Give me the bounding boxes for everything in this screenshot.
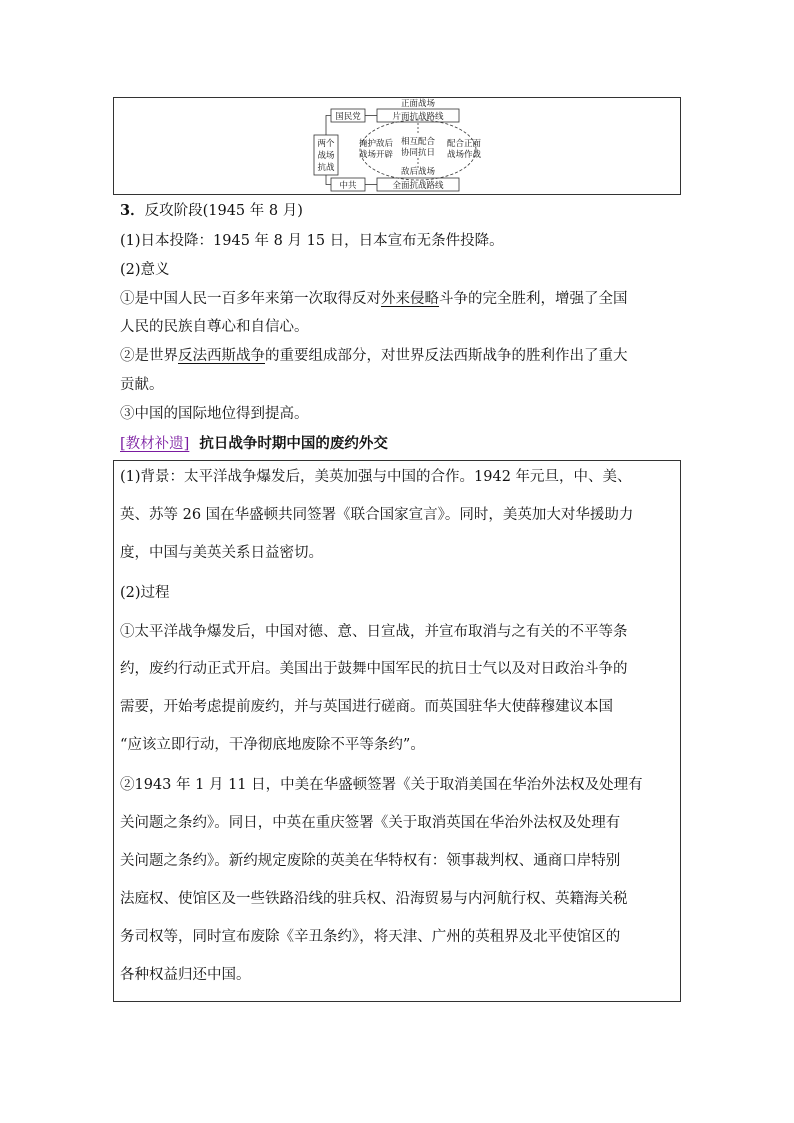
box-line: 关问题之条约》。同日，中英在重庆签署《关于取消英国在华治外法权及处理有 <box>120 815 621 831</box>
supplement-heading <box>120 434 388 454</box>
support-front-line2: 战场作战 <box>446 150 482 160</box>
two-fields-line3: 抗战 <box>317 163 335 173</box>
ccp-label: 中共 <box>339 181 357 191</box>
box-line: 需要，开始考虑提前废约，并与英国进行磋商。而英国驻华大使薛穆建议本国 <box>120 699 613 715</box>
significance-2-cont: 贡献。 <box>120 377 164 393</box>
rear-field-label: 敌后战场 <box>400 167 436 177</box>
cover-rear-line2: 战场开辟 <box>358 150 394 160</box>
text-span: ①是中国人民一百多年来第一次取得反对 <box>120 291 381 307</box>
box-line: “应该立即行动，干净彻底地废除不平等条约”。 <box>120 737 425 753</box>
box-line: (2)过程 <box>120 585 170 601</box>
box-line: (1)背景：太平洋战争爆发后，美英加强与中国的合作。1942 年元旦，中、美、 <box>120 469 632 485</box>
supplement-tag: [教材补遗] <box>120 436 190 452</box>
text-span: ②是世界 <box>120 348 178 364</box>
box-line: ②1943 年 1 月 11 日，中美在华盛顿签署《关于取消美国在华治外法权及处理有 <box>120 777 643 793</box>
box-line: 约，废约行动正式开启。美国出于鼓舞中国军民的抗日士气以及对日政治斗争的 <box>120 661 628 677</box>
cover-rear-line1: 掩护敌后 <box>358 139 394 149</box>
significance-1-cont: 人民的民族自尊心和自信心。 <box>120 319 309 335</box>
significance-3: ③中国的国际地位得到提高。 <box>120 406 309 422</box>
war-fields-diagram <box>113 97 681 195</box>
box-line: 英、苏等 26 国在华盛顿共同签署《联合国家宣言》。同时，美英加大对华援助力 <box>120 507 634 523</box>
box-line: 关问题之条约》。新约规定废除的英美在华特权有：领事裁判权、通商口岸特别 <box>120 853 621 869</box>
heading-number: 3． <box>120 202 145 219</box>
mutual-cooperation-line1: 相互配合 <box>400 137 436 147</box>
box-line: 度，中国与美英关系日益密切。 <box>120 545 323 561</box>
mutual-cooperation-line2: 协同抗日 <box>400 148 436 158</box>
box-line: 各种权益归还中国。 <box>120 967 251 983</box>
significance-heading: (2)意义 <box>120 262 170 278</box>
supplement-title: 抗日战争时期中国的废约外交 <box>199 435 388 452</box>
two-fields-line1: 两个 <box>317 139 335 149</box>
text-span: 斗争的完全胜利，增强了全国 <box>439 291 628 307</box>
frontal-field-label: 正面战场 <box>400 99 436 109</box>
support-front-line1: 配合正面 <box>446 139 482 149</box>
two-fields-line2: 战场 <box>317 151 335 161</box>
underlined-term: 反法西斯战争 <box>178 348 265 364</box>
significance-1 <box>120 289 628 309</box>
box-line: 法庭权、使馆区及一些铁路沿线的驻兵权、沿海贸易与内河航行权、英籍海关税 <box>120 891 628 907</box>
partial-line-label: 片面抗战路线 <box>392 112 444 122</box>
full-line-label: 全面抗战路线 <box>392 181 444 191</box>
heading-text: 反攻阶段(1945 年 8 月) <box>144 203 303 219</box>
surrender-line: (1)日本投降：1945 年 8 月 15 日，日本宣布无条件投降。 <box>120 233 504 249</box>
text-span: 的重要组成部分，对世界反法西斯战争的胜利作出了重大 <box>265 348 628 364</box>
underlined-term: 外来侵略 <box>381 291 439 307</box>
box-line: 务司权等，同时宣布废除《辛丑条约》，将天津、广州的英租界及北平使馆区的 <box>120 929 621 945</box>
section3-heading <box>120 201 303 221</box>
kmt-label: 国民党 <box>335 112 361 122</box>
significance-2 <box>120 346 628 366</box>
diagram-svg <box>114 98 682 196</box>
box-line: ①太平洋战争爆发后，中国对德、意、日宣战，并宣布取消与之有关的不平等条 <box>120 624 628 640</box>
